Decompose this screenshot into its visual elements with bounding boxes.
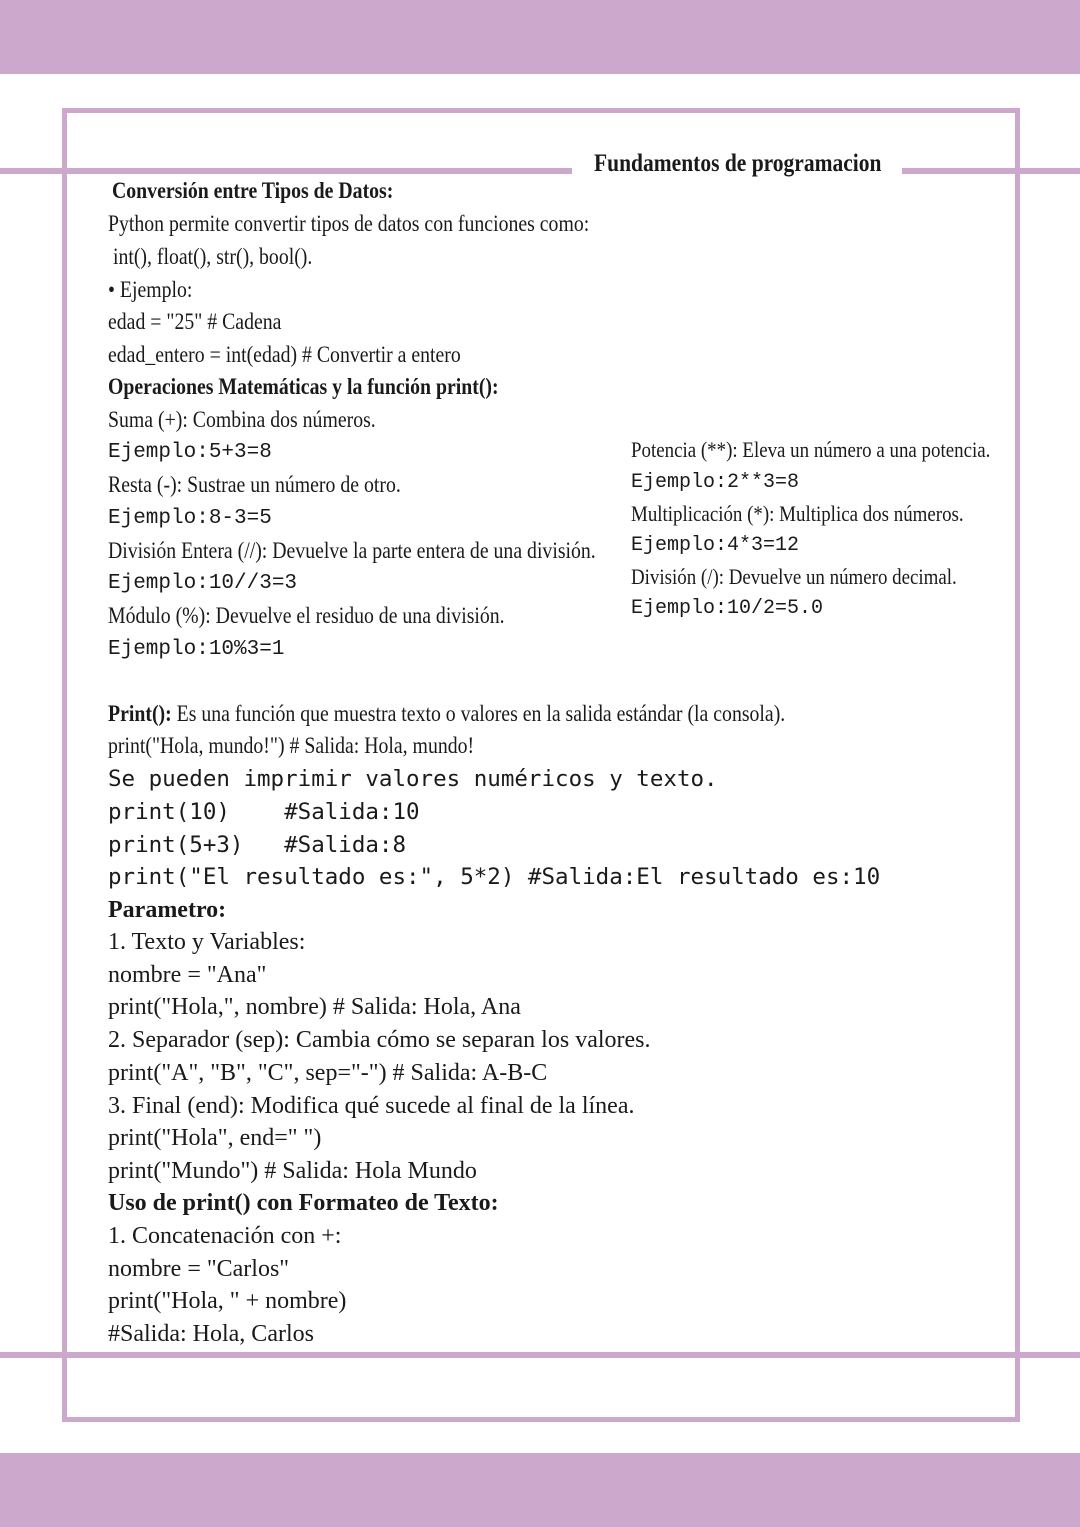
header-rule-right	[902, 168, 1080, 174]
op-example-modulo: Ejemplo:10%3=1	[108, 638, 285, 661]
parametro-line: print("A", "B", "C", sep="-") # Salida: A-B-C	[108, 1060, 548, 1086]
print-code-line: print(5+3) #Salida:8	[108, 832, 407, 858]
conversion-functions: int(), float(), str(), bool().	[108, 244, 313, 269]
conversion-code-line: edad = "25" # Cadena	[108, 309, 282, 334]
op-desc-division: División (/): Devuelve un número decimal.	[631, 564, 957, 589]
op-desc-potencia: Potencia (**): Eleva un número a una potencia.	[631, 437, 991, 462]
top-band	[0, 0, 1080, 74]
op-example-division: Ejemplo:10/2=5.0	[631, 597, 824, 620]
print-code-line: print("El resultado es:", 5*2) #Salida:El resultado es:10	[108, 864, 881, 890]
parametro-line: print("Mundo") # Salida: Hola Mundo	[108, 1158, 477, 1184]
print-desc-text: Es una función que muestra texto o valores en la salida estándar (la consola).	[171, 701, 786, 726]
op-example-division-entera: Ejemplo:10//3=3	[108, 572, 298, 595]
operations-heading: Operaciones Matemáticas y la función print():	[108, 374, 499, 399]
footer-rule	[0, 1352, 1080, 1358]
bottom-band	[0, 1453, 1080, 1527]
formateo-heading: Uso de print() con Formateo de Texto:	[108, 1190, 499, 1216]
op-desc-multiplicacion: Multiplicación (*): Multiplica dos números.	[631, 501, 964, 526]
parametro-line: 2. Separador (sep): Cambia cómo se separan los valores.	[108, 1027, 651, 1053]
print-example: print("Hola, mundo!") # Salida: Hola, mundo!	[108, 733, 475, 758]
op-example-suma: Ejemplo:5+3=8	[108, 441, 272, 464]
conversion-heading: Conversión entre Tipos de Datos:	[112, 178, 394, 203]
op-example-multiplicacion: Ejemplo:4*3=12	[631, 534, 800, 557]
page-title: Fundamentos de programacion	[594, 150, 882, 177]
print-code-line: Se pueden imprimir valores numéricos y texto.	[108, 766, 718, 792]
parametro-line: nombre = "Ana"	[108, 962, 267, 988]
formateo-line: #Salida: Hola, Carlos	[108, 1321, 314, 1347]
parametro-heading: Parametro:	[108, 897, 227, 923]
conversion-example-label: • Ejemplo:	[108, 277, 193, 302]
parametro-line: print("Hola", end=" ")	[108, 1125, 322, 1151]
conversion-intro: Python permite convertir tipos de datos con funciones como:	[108, 211, 590, 236]
op-example-resta: Ejemplo:8-3=5	[108, 507, 272, 530]
op-desc-resta: Resta (-): Sustrae un número de otro.	[108, 472, 401, 497]
parametro-line: 3. Final (end): Modifica qué sucede al final de la línea.	[108, 1093, 635, 1119]
conversion-code-line: edad_entero = int(edad) # Convertir a entero	[108, 342, 461, 367]
op-example-potencia: Ejemplo:2**3=8	[631, 471, 800, 494]
op-desc-modulo: Módulo (%): Devuelve el residuo de una división.	[108, 603, 505, 628]
formateo-line: nombre = "Carlos"	[108, 1256, 290, 1282]
print-description	[108, 701, 785, 727]
parametro-line: print("Hola,", nombre) # Salida: Hola, Ana	[108, 994, 521, 1020]
print-code-line: print(10) #Salida:10	[108, 799, 420, 825]
formateo-line: 1. Concatenación con +:	[108, 1223, 342, 1249]
op-desc-division-entera: División Entera (//): Devuelve la parte entera de una división.	[108, 538, 596, 563]
formateo-line: print("Hola, " + nombre)	[108, 1288, 347, 1314]
print-label: Print():	[108, 701, 172, 726]
op-desc-suma: Suma (+): Combina dos números.	[108, 407, 376, 432]
parametro-line: 1. Texto y Variables:	[108, 929, 306, 955]
header-rule-left	[0, 168, 572, 174]
